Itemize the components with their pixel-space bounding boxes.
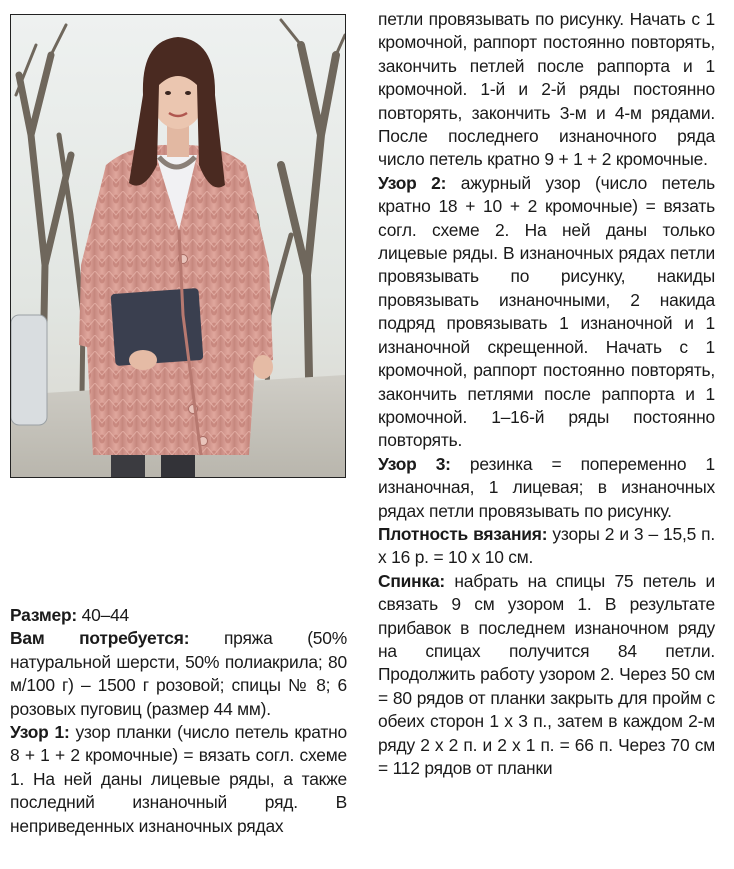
paragraph-gauge — [378, 523, 715, 570]
paragraph-pattern-1 — [10, 721, 347, 838]
paragraph-pattern-1-cont — [378, 8, 715, 172]
text-gauge: узоры 2 и 3 – 15,5 п. х 16 р. = 10 х 10 см. — [378, 523, 715, 568]
right-text-column — [378, 8, 715, 780]
text-size: 40–44 — [77, 605, 130, 625]
left-text-column — [10, 604, 347, 838]
label-pattern-2: Узор 2: — [378, 172, 447, 193]
text-pattern-3: резинка = попеременно 1 изнаночная, 1 лицевая; в изнаночных рядах петли провязывать по рисунку. — [378, 453, 715, 521]
paragraph-pattern-3 — [378, 453, 715, 523]
text-pattern-1-cont: петли провязывать по рисунку. Начать с 1 кромочной, раппорт постоянно повторять, закончить петлей после раппорта и 1 кромочной. 1-й и 2-й ряды постоянно повторять, закончить 3-м и 4-м рядами. После последнего изнаночного ряда число петель кратно 9 + 1 + 2 кромочные. — [378, 9, 715, 170]
text-back: набрать на спицы 75 петель и связать 9 см узором 1. В результате прибавок в последнем изнаночном ряду на спицах получится 84 петли. Продолжить работу узором 2. Через 50 см = 80 рядов от планки закрыть для пройм с обеих сторон 1 х 3 п., затем в каждом 2-м ряду 2 х 2 п. и 2 х 1 п. = 66 п. Через 70 см = 112 рядов от планки — [378, 570, 715, 778]
label-pattern-3: Узор 3: — [378, 453, 451, 474]
label-size: Размер: — [10, 605, 78, 625]
label-pattern-1: Узор 1: — [10, 722, 70, 743]
model-photo — [10, 14, 346, 478]
cardigan-photo-illustration — [11, 15, 345, 477]
label-gauge: Плотность вязания: — [378, 523, 548, 544]
text-pattern-2: ажурный узор (число петель кратно 18 + 10 + 2 кромочные) = вязать согл. схеме 2. На ней даны только лицевые ряды. В изнаночных рядах петли провязывать по рисунку, накиды провязывать изнаночными, 2 накида подряд провязывать 1 изнаночной и 1 изнаночной скрещенной. Начать с 1 кромочной, раппорт постоянно повторять, закончить петлями после раппорта и 1 кромочной. 1–16-й ряды постоянно повторять. — [378, 172, 716, 451]
paragraph-pattern-2 — [378, 172, 715, 453]
paragraph-size — [10, 604, 347, 627]
text-materials: пряжа (50% натуральной шерсти, 50% полиакрила; 80 м/100 г) – 1500 г розовой; спицы № 8; 6 розовых пуговиц (размер 44 мм). — [10, 628, 347, 719]
text-pattern-1: узор планки (число петель кратно 8 + 1 + 2 кромочные) = вязать согл. схеме 1. На ней даны лицевые ряды, а также последний изнаночный ряд. В неприведенных изнаночных рядах — [10, 722, 347, 836]
label-back: Спинка: — [378, 570, 446, 591]
paragraph-back — [378, 570, 715, 781]
paragraph-materials — [10, 627, 347, 721]
label-materials: Вам потребуется: — [10, 628, 190, 649]
